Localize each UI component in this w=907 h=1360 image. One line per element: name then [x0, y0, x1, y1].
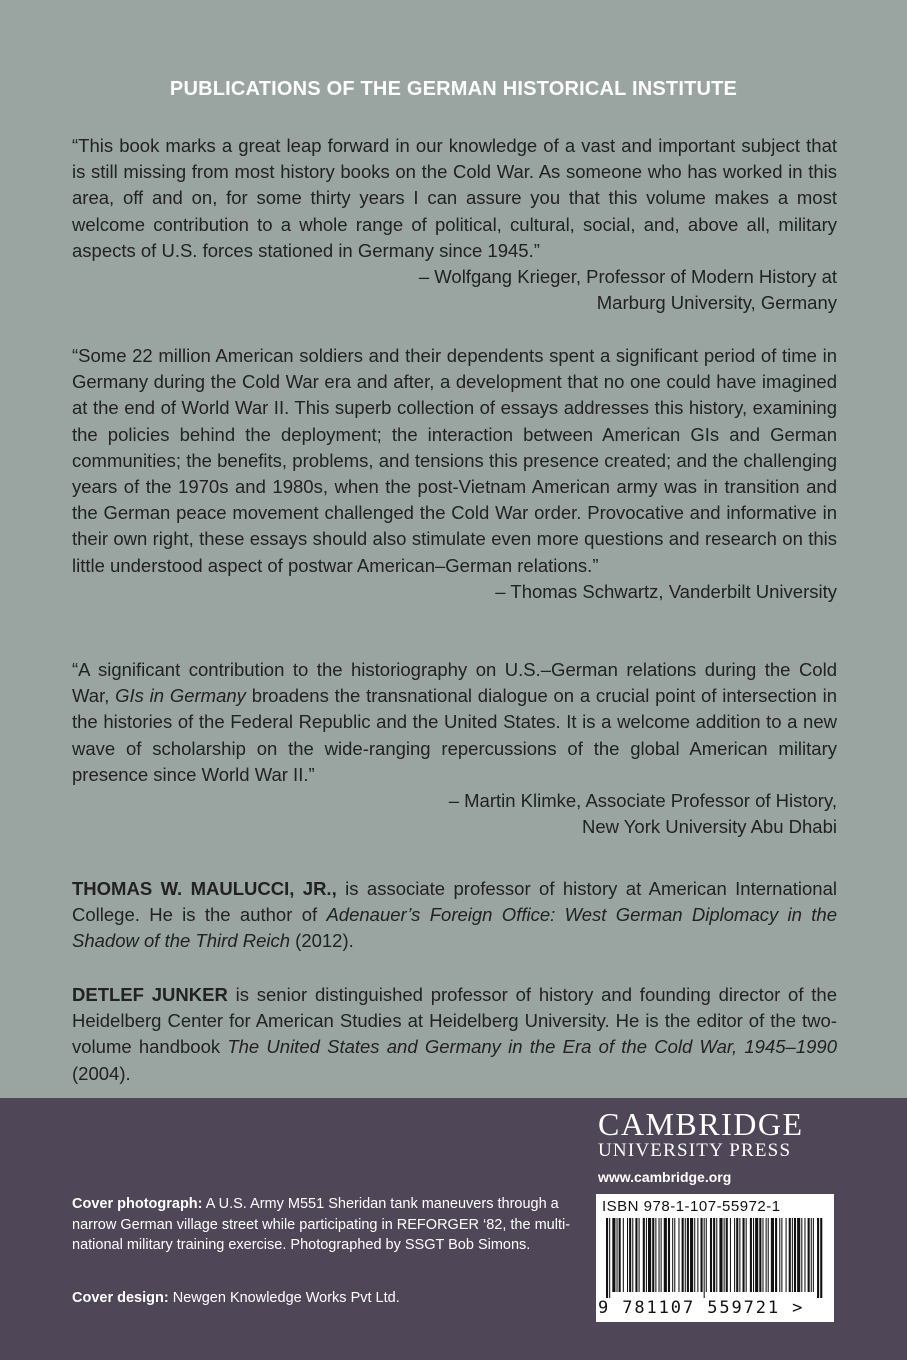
attribution-line: New York University Abu Dhabi — [581, 816, 837, 838]
barcode-bar — [632, 1218, 633, 1292]
attribution-line: – Wolfgang Krieger, Professor of Modern History at — [418, 266, 837, 288]
quote-klimke — [72, 657, 837, 840]
barcode — [596, 1194, 834, 1322]
barcode-bar — [739, 1218, 740, 1292]
barcode-bar — [612, 1218, 615, 1292]
barcode-bar — [687, 1218, 689, 1292]
barcode-bar — [781, 1218, 782, 1292]
barcode-bar — [659, 1218, 660, 1292]
attribution-line: Marburg University, Germany — [596, 292, 837, 314]
barcode-bar — [766, 1218, 767, 1292]
barcode-bar — [629, 1218, 631, 1292]
cover-photo-credit — [72, 1194, 592, 1256]
barcode-bar — [646, 1218, 647, 1292]
barcode-bar — [678, 1218, 679, 1292]
barcode-bar — [753, 1218, 754, 1292]
quote-text-part: “A significant contribution to the historiography on U.S.–German relations during the Cold War, — [72, 659, 837, 707]
barcode-bar — [792, 1218, 793, 1292]
quote-schwartz — [72, 343, 837, 605]
bio-text: (2012). — [290, 930, 354, 952]
quote-text: “Some 22 million American soldiers and their dependents spent a significant period of time in Germany during the Cold War era and after, a development that no one could have imagined at the end of World War II. This superb collection of essays addresses this history, examining the policies behind the deployment; the interaction between American GIs and German communities; the benefits, problems, and tensions this presence created; and the challenging years of the 1970s and 1980s, when the post-Vietnam American army was in transition and the German peace movement challenged the Cold War order. Provocative and informative in their own right, these essays should also stimulate even more questions and research on this little understood aspect of postwar American–German relations.” — [72, 345, 837, 576]
author-name: DETLEF JUNKER — [72, 984, 228, 1005]
quote-text — [72, 657, 837, 788]
barcode-bar — [694, 1218, 695, 1292]
barcode-bar — [724, 1218, 725, 1292]
barcode-bar — [726, 1218, 728, 1292]
barcode-bar — [701, 1218, 703, 1292]
barcode-bar — [635, 1218, 637, 1292]
bio-text: (2004). — [72, 1062, 131, 1084]
barcode-bar — [627, 1218, 628, 1292]
barcode-bar — [648, 1218, 651, 1292]
barcode-bar — [719, 1218, 722, 1292]
barcode-bar — [743, 1218, 745, 1292]
bio-maulucci — [72, 876, 837, 955]
barcode-bar — [771, 1218, 774, 1292]
barcode-bar — [786, 1218, 787, 1292]
barcode-bar — [664, 1218, 667, 1292]
series-title: PUBLICATIONS OF THE GERMAN HISTORICAL INSTITUTE — [169, 78, 738, 100]
barcode-bar — [655, 1218, 656, 1292]
barcode-bar — [674, 1218, 675, 1292]
barcode-bar — [672, 1218, 673, 1292]
author-name: THOMAS W. MAULUCCI, JR., — [72, 878, 337, 899]
attribution-line: – Martin Klimke, Associate Professor of History, — [448, 790, 837, 812]
barcode-bar — [704, 1218, 705, 1298]
attribution-line: – Thomas Schwartz, Vanderbilt University — [495, 580, 837, 602]
barcode-bar — [811, 1218, 812, 1292]
cover-design-credit — [72, 1288, 400, 1308]
barcode-bar — [682, 1218, 684, 1292]
barcode-digits: 9 781107 559721 > — [598, 1298, 805, 1318]
bottom-band — [0, 1098, 907, 1360]
barcode-bar — [797, 1218, 800, 1292]
credit-label: Cover photograph: — [72, 1196, 203, 1212]
barcode-bar — [643, 1218, 645, 1292]
barcode-bar — [755, 1218, 758, 1292]
barcode-bar — [617, 1218, 618, 1292]
barcode-bar — [710, 1218, 712, 1292]
quote-text: “This book marks a great leap forward in our knowledge of a vast and important subject that is still missing from most history books on the Cold War. As someone who has worked in this area, off and on, for some thirty years I can assure you that this volume makes a most welcome contribution to a whole range of political, cultural, social, and, above all, military aspects of U.S. forces stationed in Germany since 1945.” — [72, 135, 837, 261]
barcode-bar — [652, 1218, 654, 1292]
barcode-bar — [661, 1218, 662, 1292]
barcode-bar — [619, 1218, 621, 1292]
credit-text: A U.S. Army M551 Sheridan tank maneuvers through a narrow German village street while participating in REFORGER ‘82, the multi-national military training exercise. Photographed by SSGT Bob Simons. — [72, 1196, 571, 1253]
quote-krieger — [72, 133, 837, 316]
barcode-bar — [685, 1218, 686, 1292]
credit-text: Newgen Knowledge Works Pvt Ltd. — [168, 1290, 400, 1306]
barcode-bar — [690, 1218, 693, 1292]
barcode-bar — [668, 1218, 670, 1292]
book-title-italic: The United States and Germany in the Era of the Cold War, 1945–1990 — [227, 1036, 837, 1058]
barcode-bar — [759, 1218, 761, 1292]
quote-attribution — [72, 579, 837, 605]
barcode-bar — [762, 1218, 763, 1292]
book-title-italic: GIs in Germany — [115, 685, 246, 707]
publisher-subname: UNIVERSITY PRESS — [598, 1140, 792, 1161]
barcode-bar — [746, 1218, 747, 1292]
barcode-bar — [775, 1218, 777, 1292]
isbn-label: ISBN 978-1-107-55972-1 — [602, 1198, 781, 1215]
publisher-name: CAMBRIDGE — [598, 1106, 804, 1142]
quote-attribution — [72, 788, 837, 840]
barcode-bar — [817, 1218, 819, 1298]
bio-junker — [72, 982, 837, 1087]
barcode-bar — [609, 1218, 610, 1298]
barcode-bar — [730, 1218, 731, 1292]
barcode-bar — [623, 1218, 624, 1292]
barcode-bar — [820, 1218, 822, 1298]
barcode-bar — [734, 1218, 735, 1292]
barcode-bar — [606, 1218, 608, 1298]
publisher-website: www.cambridge.org — [598, 1169, 732, 1185]
barcode-bars-icon — [606, 1218, 824, 1298]
barcode-bar — [736, 1218, 738, 1292]
barcode-bar — [779, 1218, 780, 1292]
barcode-bar — [813, 1218, 814, 1292]
book-title-italic: Adenauer’s Foreign Office: West German Diplomacy in the Shadow of the Third Reich — [72, 904, 838, 952]
barcode-bar — [768, 1218, 769, 1292]
barcode-bar — [801, 1218, 802, 1292]
bio-text: is associate professor of history at American International College. He is the author of — [72, 878, 837, 926]
barcode-bar — [697, 1218, 698, 1292]
barcode-bar — [804, 1218, 805, 1292]
quote-text-part: broadens the transnational dialogue on a crucial point of intersection in the histories of the Federal Republic and the United States. It is a welcome addition to a new wave of scholarship on the wide-ranging repercussions of the global American military presence since World War II.” — [72, 685, 837, 785]
barcode-bar — [713, 1218, 715, 1292]
quote-attribution — [72, 264, 837, 316]
publisher-logo — [598, 1106, 804, 1185]
barcode-bar — [794, 1218, 796, 1292]
barcode-bar — [716, 1218, 717, 1292]
barcode-bar — [639, 1218, 640, 1292]
barcode-bar — [750, 1218, 752, 1292]
barcode-bar — [706, 1218, 707, 1292]
bio-text: is senior distinguished professor of history and founding director of the Heidelberg Center for American Studies at Heidelberg University. He is the editor of the two-volume handbook — [72, 984, 837, 1058]
barcode-bar — [789, 1218, 791, 1292]
credit-label: Cover design: — [72, 1290, 169, 1306]
barcode-bar — [808, 1218, 810, 1292]
